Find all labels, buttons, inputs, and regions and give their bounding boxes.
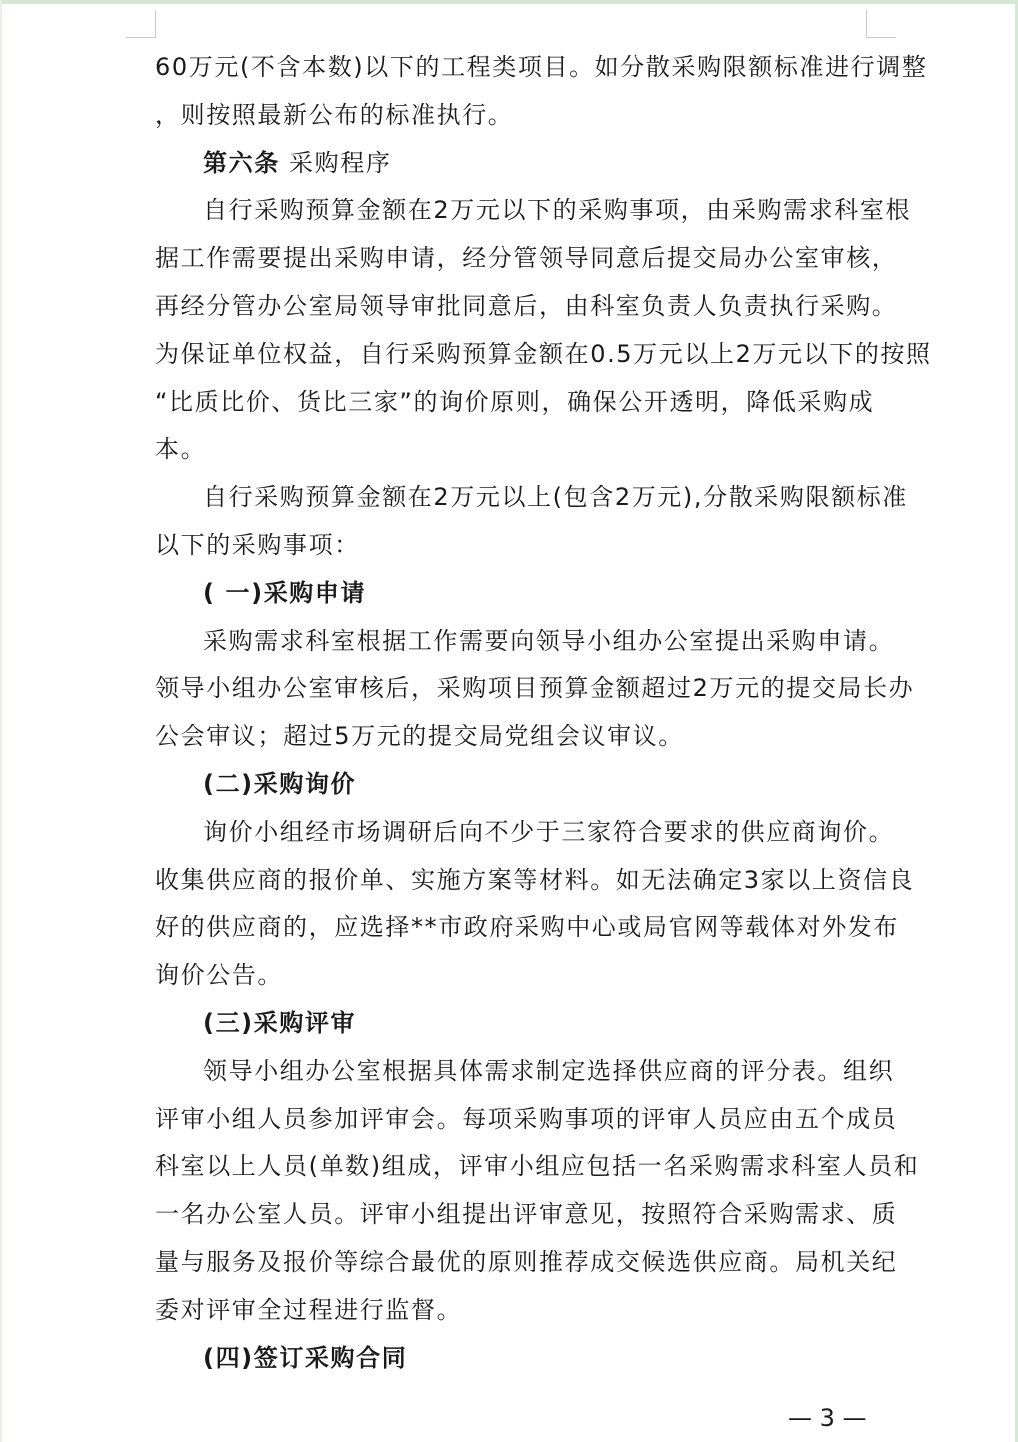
- body-line: 60万元(不含本数)以下的工程类项目。如分散采购限额标准进行调整: [155, 53, 928, 81]
- article-heading: [155, 140, 865, 188]
- body-line: 公会审议；超过5万元的提交局党组会议审议。: [155, 722, 684, 751]
- body-line: 以下的采购事项：: [155, 530, 360, 559]
- article-number: 第六条: [203, 148, 280, 177]
- body-line: 领导小组办公室审核后，采购项目预算金额超过2万元的提交局长办: [155, 674, 915, 703]
- body-line: ，则按照最新公布的标准执行。: [155, 100, 514, 129]
- body-line: 好的供应商的，应选择**市政府采购中心或局官网等载体对外发布: [155, 913, 899, 942]
- body-line: “比质比价、货比三家”的询价原则，确保公开透明，降低采购成: [155, 387, 875, 416]
- body-line: 再经分管办公室局领导审批同意后，由科室负责人负责执行采购。: [155, 291, 898, 320]
- paragraph-first-line: 领导小组办公室根据具体需求制定选择供应商的评分表。组织: [203, 1056, 895, 1085]
- section-heading-4: (四)签订采购合同: [203, 1343, 408, 1372]
- body-line: 评审小组人员参加评审会。每项采购事项的评审人员应由五个成员: [155, 1104, 898, 1133]
- section-heading-2: (二)采购询价: [203, 769, 357, 798]
- body-line: 为保证单位权益，自行采购预算金额在0.5万元以上2万元以下的按照: [155, 339, 932, 368]
- paragraph-first-line: 自行采购预算金额在2万元以下的采购事项，由采购需求科室根: [203, 196, 912, 225]
- paragraph-first-line: 采购需求科室根据工作需要向领导小组办公室提出采购申请。: [203, 626, 895, 655]
- crop-mark-left-vertical: [155, 10, 156, 38]
- paragraph-first-line: 自行采购预算金额在2万元以上(包含2万元),分散采购限额标准: [203, 483, 908, 512]
- body-line: 据工作需要提出采购申请，经分管领导同意后提交局办公室审核，: [155, 244, 898, 273]
- body-line: 收集供应商的报价单、实施方案等材料。如无法确定3家以上资信良: [155, 865, 915, 894]
- body-line: 本。: [155, 435, 207, 464]
- document-page: [155, 44, 932, 1382]
- body-line: 一名办公室人员。评审小组提出评审意见，按照符合采购需求、质: [155, 1200, 898, 1229]
- section-heading-1: ( 一)采购申请: [203, 578, 367, 607]
- crop-mark-left-horizontal: [126, 37, 156, 38]
- body-line: 科室以上人员(单数)组成，评审小组应包括一名采购需求科室人员和: [155, 1152, 920, 1181]
- body-line: 量与服务及报价等综合最优的原则推荐成交候选供应商。局机关纪: [155, 1247, 898, 1276]
- body-line: 委对评审全过程进行监督。: [155, 1295, 463, 1324]
- section-heading-3: (三)采购评审: [203, 1008, 357, 1037]
- crop-mark-right-horizontal: [866, 37, 896, 38]
- paragraph-first-line: 询价小组经市场调研后向不少于三家符合要求的供应商询价。: [203, 817, 895, 846]
- window-top-border: [0, 0, 1018, 4]
- crop-mark-right-vertical: [866, 10, 867, 38]
- article-title: 采购程序: [289, 148, 392, 177]
- window-left-border: [0, 0, 2, 1442]
- page-number: — 3 —: [788, 1404, 867, 1432]
- body-line: 询价公告。: [155, 961, 283, 990]
